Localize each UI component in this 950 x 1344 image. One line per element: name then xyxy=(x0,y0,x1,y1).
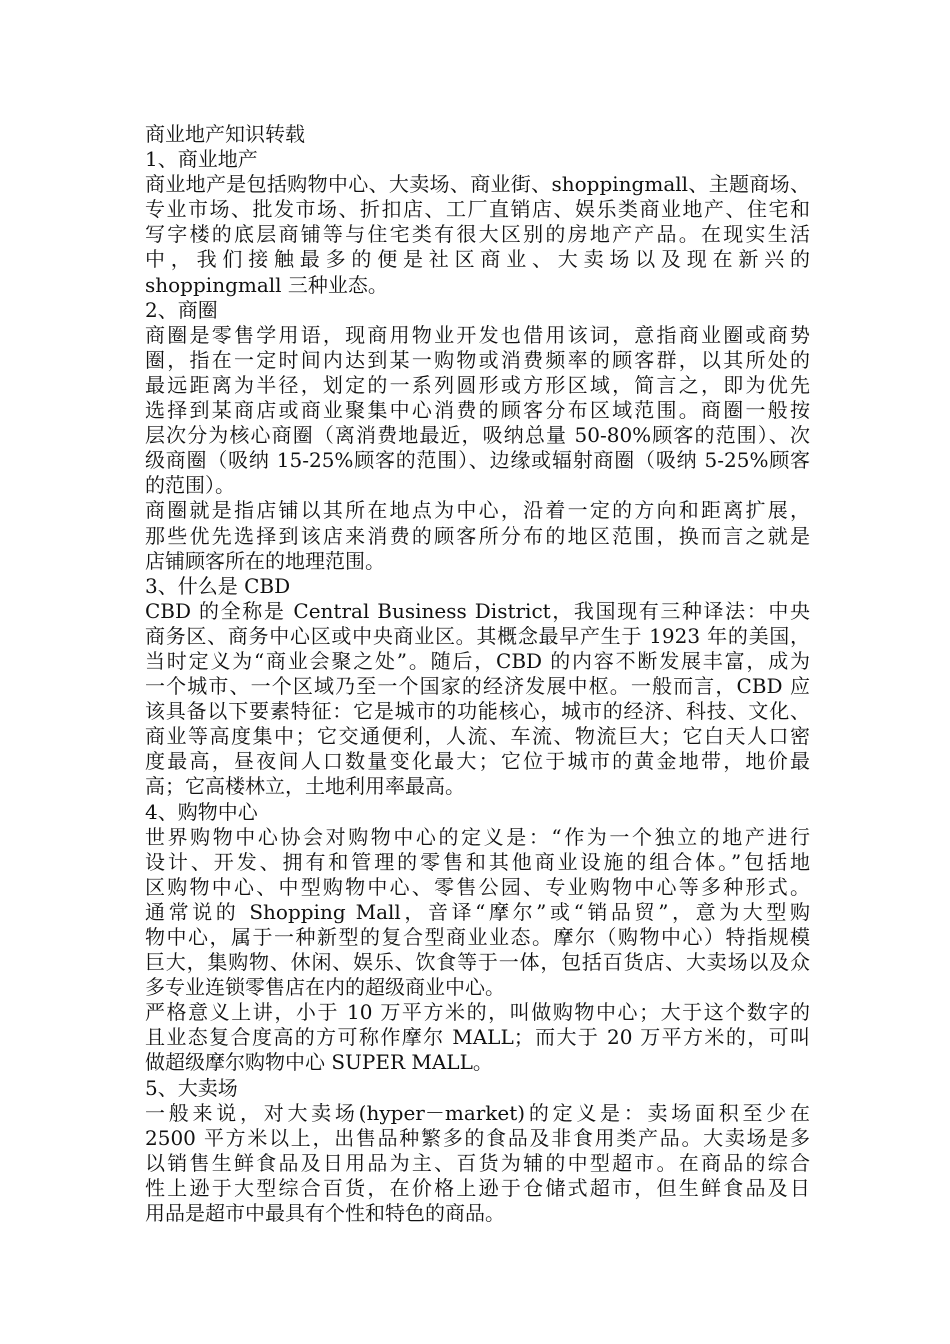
text-line: 的范围）。 xyxy=(145,473,235,498)
section-heading: 2、商圈 xyxy=(145,297,218,322)
text-line: 一个城市、一个区域乃至一个国家的经济发展中枢。一般而言，CBD 应 xyxy=(145,674,810,699)
text-line: 选择到某商店或商业聚集中心消费的顾客分布区域范围。商圈一般按 xyxy=(145,398,810,423)
text-line: 商圈是零售学用语，现商用物业开发也借用该词，意指商业圈或商势 xyxy=(145,322,810,347)
document-body xyxy=(145,122,810,1226)
text-line: 专业市场、批发市场、折扣店、工厂直销店、娱乐类商业地产、住宅和 xyxy=(145,197,810,222)
document-title: 商业地产知识转载 xyxy=(145,122,305,146)
text-line: 设计、开发、拥有和管理的零售和其他商业设施的组合体。”包括地 xyxy=(145,849,810,874)
text-line: 物中心，属于一种新型的复合型商业业态。摩尔（购物中心）特指规模 xyxy=(145,925,810,949)
section-heading: 5、大卖场 xyxy=(145,1075,238,1100)
text-line: 中，我们接触最多的便是社区商业、大卖场以及现在新兴的 xyxy=(145,247,810,272)
text-line: 巨大，集购物、休闲、娱乐、饮食等于一体，包括百货店、大卖场以及众 xyxy=(145,950,810,975)
text-line: 该具备以下要素特征：它是城市的功能核心，城市的经济、科技、文化、 xyxy=(145,699,810,724)
section-heading: 1、商业地产 xyxy=(145,147,258,172)
text-line: 区购物中心、中型购物中心、零售公园、专业购物中心等多种形式。 xyxy=(145,874,810,899)
text-line: 商业等高度集中；它交通便利，人流、车流、物流巨大；它白天人口密 xyxy=(145,724,810,749)
text-line: 圈，指在一定时间内达到某一购物或消费频率的顾客群，以其所处的 xyxy=(145,347,810,372)
text-line: 级商圈（吸纳 15-25%顾客的范围）、边缘或辐射商圈（吸纳 5-25%顾客 xyxy=(145,448,810,473)
text-line: 那些优先选择到该店来消费的顾客所分布的地区范围，换而言之就是 xyxy=(145,523,810,548)
text-line: 层次分为核心商圈（离消费地最近，吸纳总量 50-80%顾客的范围）、次 xyxy=(145,423,810,448)
text-line: 高；它高楼林立，土地利用率最高。 xyxy=(145,774,465,799)
text-line: 做超级摩尔购物中心 SUPER MALL。 xyxy=(145,1050,493,1075)
text-line: 一般来说，对大卖场(hyper－market)的定义是：卖场面积至少在 xyxy=(145,1100,810,1125)
text-line: 商务区、商务中心区或中央商业区。其概念最早产生于 1923 年的美国， xyxy=(145,623,810,648)
text-line: 度最高，昼夜间人口数量变化最大；它位于城市的黄金地带，地价最 xyxy=(145,749,810,774)
text-line: 世界购物中心协会对购物中心的定义是：“作为一个独立的地产进行 xyxy=(145,824,810,849)
text-line: 多专业连锁零售店在内的超级商业中心。 xyxy=(145,975,505,1000)
text-line: 店铺顾客所在的地理范围。 xyxy=(145,548,385,573)
text-line: 以销售生鲜食品及日用品为主、百货为辅的中型超市。在商品的综合 xyxy=(145,1150,810,1175)
text-line: 商业地产是包括购物中心、大卖场、商业街、shoppingmall、主题商场、 xyxy=(145,172,810,197)
text-line: 写字楼的底层商铺等与住宅类有很大区别的房地产产品。在现实生活 xyxy=(145,222,810,247)
text-line: 性上逊于大型综合百货，在价格上逊于仓储式超市，但生鲜食品及日 xyxy=(145,1175,810,1200)
text-line: 商圈就是指店铺以其所在地点为中心，沿着一定的方向和距离扩展， xyxy=(145,498,810,523)
section-heading: 3、什么是 CBD xyxy=(145,573,291,598)
text-line: 严格意义上讲，小于 10 万平方米的，叫做购物中心；大于这个数字的 xyxy=(145,1000,810,1025)
text-line: 2500 平方米以上，出售品种繁多的食品及非食用类产品。大卖场是多 xyxy=(145,1125,810,1150)
text-line: CBD 的全称是 Central Business District，我国现有三种译法：中央 xyxy=(145,598,810,623)
text-line: 通常说的 Shopping Mall，音译“摩尔”或“销品贸”，意为大型购 xyxy=(145,899,810,924)
section-heading: 4、购物中心 xyxy=(145,799,258,824)
text-line: shoppingmall 三种业态。 xyxy=(145,272,388,297)
text-line: 当时定义为“商业会聚之处”。随后，CBD 的内容不断发展丰富，成为 xyxy=(145,648,810,673)
text-line: 最远距离为半径，划定的一系列圆形或方形区域，简言之，即为优先 xyxy=(145,372,810,397)
text-line: 用品是超市中最具有个性和特色的商品。 xyxy=(145,1201,505,1226)
text-line: 且业态复合度高的方可称作摩尔 MALL；而大于 20 万平方米的，可叫 xyxy=(145,1025,810,1050)
